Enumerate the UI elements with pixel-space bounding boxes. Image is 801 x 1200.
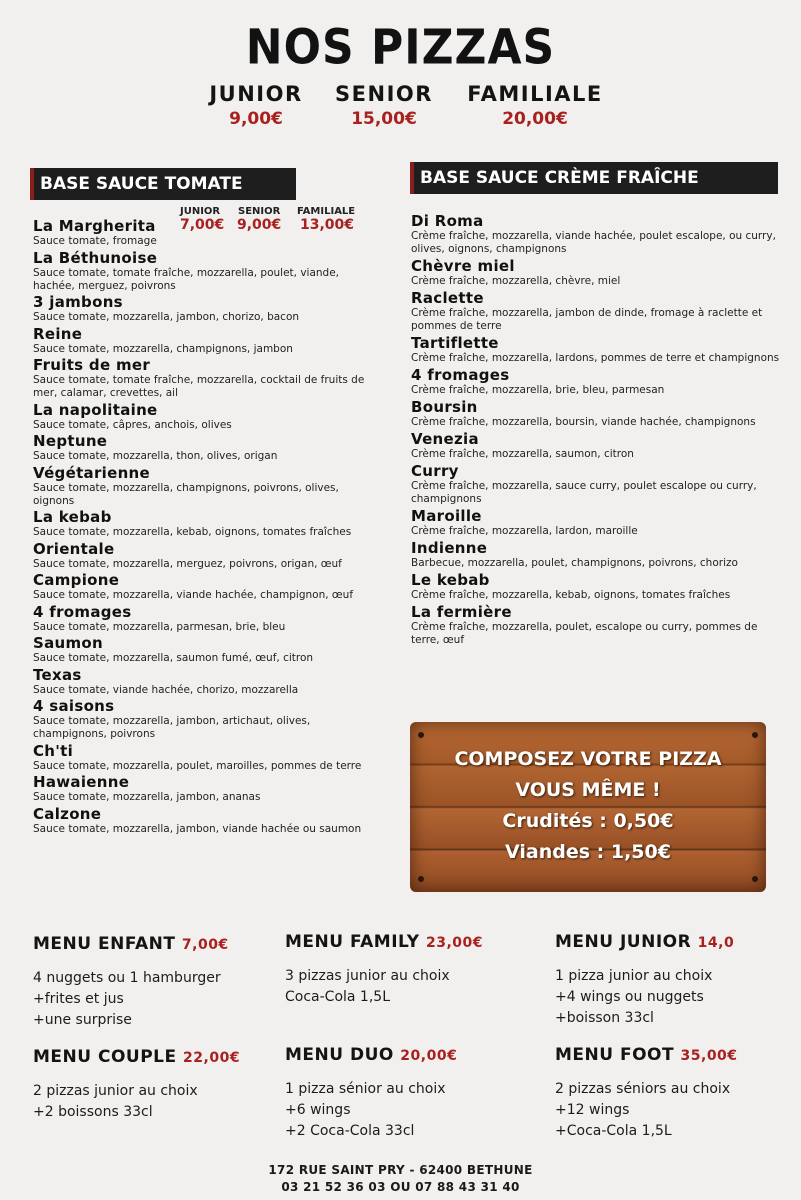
pizza-description: Crème fraîche, mozzarella, lardon, maroille bbox=[411, 525, 638, 537]
menu-item: +2 Coca-Cola 33cl bbox=[285, 1123, 415, 1139]
menu-price: 14,0 bbox=[697, 935, 735, 951]
menu-item: +Coca-Cola 1,5L bbox=[555, 1123, 672, 1139]
pizza-item bbox=[411, 398, 781, 429]
menu-junior bbox=[555, 932, 734, 1029]
menu-item: 2 pizzas séniors au choix bbox=[555, 1081, 731, 1097]
pizza-item bbox=[33, 293, 383, 324]
menu-title-text: MENU DUO bbox=[285, 1045, 394, 1065]
size-price: 20,00€ bbox=[502, 109, 568, 129]
creme-pizza-list bbox=[411, 212, 781, 648]
menu-family bbox=[285, 932, 483, 1008]
pizza-description: Crème fraîche, mozzarella, jambon de dinde, fromage à raclette et pommes de terre bbox=[411, 307, 763, 332]
pizza-description: Sauce tomate, mozzarella, champignons, poivrons, olives, oignons bbox=[33, 481, 339, 507]
pizza-description: Sauce tomate, fromage bbox=[33, 235, 157, 247]
menu-price: 23,00€ bbox=[425, 935, 483, 951]
pizza-name: 4 fromages bbox=[411, 366, 510, 384]
pizza-name: La napolitaine bbox=[33, 400, 158, 419]
nail-icon bbox=[752, 876, 758, 882]
pizza-description: Sauce tomate, mozzarella, jambon, ananas bbox=[33, 791, 261, 803]
tomato-section-banner: BASE SAUCE TOMATE bbox=[30, 168, 296, 200]
pizza-item bbox=[411, 462, 781, 506]
footer-address: 172 RUE SAINT PRY - 62400 BETHUNE bbox=[268, 1163, 533, 1177]
footer-phones: 03 21 52 36 03 OU 07 88 43 31 40 bbox=[281, 1180, 520, 1194]
pizza-item bbox=[411, 289, 781, 333]
pizza-description: Sauce tomate, mozzarella, jambon, chorizo, bacon bbox=[33, 311, 300, 323]
menu-price: 22,00€ bbox=[183, 1050, 241, 1066]
menu-title bbox=[555, 1045, 738, 1065]
menu-couple bbox=[33, 1047, 240, 1123]
size-name: JUNIOR bbox=[209, 82, 303, 106]
menu-item: +12 wings bbox=[555, 1102, 630, 1118]
pizza-item bbox=[411, 539, 781, 570]
menu-title-text: MENU FAMILY bbox=[285, 932, 420, 952]
pizza-item bbox=[33, 217, 383, 248]
pizza-description: Crème fraîche, mozzarella, kebab, oignons, tomates fraîches bbox=[411, 589, 731, 601]
pizza-description: Sauce tomate, mozzarella, jambon, artichaut, olives, champignons, poivrons bbox=[33, 715, 311, 740]
pizza-description: Sauce tomate, mozzarella, poulet, maroilles, pommes de terre bbox=[33, 759, 362, 772]
pizza-description: Barbecue, mozzarella, poulet, champignons, poivrons, chorizo bbox=[411, 557, 738, 569]
menu-items bbox=[33, 968, 229, 1031]
pizza-item bbox=[411, 257, 781, 288]
size-price: 9,00€ bbox=[229, 109, 283, 129]
menu-item: 4 nuggets ou 1 hamburger bbox=[33, 970, 221, 986]
menu-title bbox=[285, 932, 483, 952]
pizza-name: Texas bbox=[33, 665, 82, 684]
size-name: SENIOR bbox=[335, 82, 433, 106]
pizza-description: Sauce tomate, mozzarella, viande hachée, champignon, œuf bbox=[33, 589, 354, 601]
pizza-name: Chèvre miel bbox=[411, 257, 515, 275]
menu-items bbox=[285, 966, 483, 1008]
menu-item: +boisson 33cl bbox=[555, 1010, 654, 1026]
size-junior bbox=[206, 82, 306, 129]
pizza-name: Indienne bbox=[411, 539, 488, 557]
menu-title bbox=[33, 1047, 240, 1067]
pizza-description: Sauce tomate, mozzarella, kebab, oignons, tomates fraîches bbox=[33, 526, 352, 538]
pizza-item bbox=[33, 805, 383, 836]
menu-enfant bbox=[33, 934, 229, 1031]
pizza-description: Crème fraîche, mozzarella, boursin, viande hachée, champignons bbox=[411, 416, 756, 428]
menu-item: 3 pizzas junior au choix bbox=[285, 968, 450, 984]
menu-title-text: MENU COUPLE bbox=[33, 1047, 177, 1067]
menu-title bbox=[555, 932, 734, 952]
pizza-name: Campione bbox=[33, 571, 120, 589]
pizza-name: La Béthunoise bbox=[33, 248, 158, 267]
menu-items bbox=[555, 966, 734, 1029]
page-title: NOS PIZZAS bbox=[245, 19, 556, 76]
pizza-item bbox=[411, 571, 781, 602]
pizza-item bbox=[33, 603, 383, 634]
tomato-pizza-list bbox=[33, 217, 383, 836]
pizza-description: Crème fraîche, mozzarella, lardons, pommes de terre et champignons bbox=[411, 352, 780, 364]
pizza-description: Sauce tomate, mozzarella, parmesan, brie, bleu bbox=[33, 620, 286, 633]
menu-item: +frites et jus bbox=[33, 991, 124, 1007]
pizza-item bbox=[33, 508, 383, 539]
pizza-name: Saumon bbox=[33, 634, 104, 652]
pizza-name: Di Roma bbox=[411, 212, 484, 230]
viandes-price: Viandes : 1,50€ bbox=[505, 841, 671, 863]
footer bbox=[0, 1162, 801, 1196]
pizza-name: 4 saisons bbox=[33, 697, 115, 715]
menu-title bbox=[33, 934, 229, 954]
pizza-item bbox=[33, 773, 383, 804]
pizza-description: Sauce tomate, viande hachée, chorizo, mozzarella bbox=[33, 683, 299, 696]
menu-price: 20,00€ bbox=[400, 1048, 458, 1064]
pizza-description: Sauce tomate, mozzarella, champignons, jambon bbox=[33, 342, 293, 355]
pizza-item bbox=[33, 325, 383, 356]
pizza-description: Sauce tomate, tomate fraîche, mozzarella, cocktail de fruits de mer, calamar, crevettes, ail bbox=[33, 374, 365, 399]
menu-items bbox=[33, 1081, 240, 1123]
pizza-name: Le kebab bbox=[411, 571, 490, 589]
menu-items bbox=[285, 1079, 457, 1142]
pizza-name: La fermière bbox=[411, 603, 512, 621]
pizza-name: Reine bbox=[33, 324, 83, 343]
pizza-item bbox=[33, 249, 383, 293]
pizza-item bbox=[411, 212, 781, 256]
price-junior: 7,00€ bbox=[180, 217, 225, 233]
pizza-item bbox=[33, 540, 383, 571]
pizza-item bbox=[33, 697, 383, 741]
menu-item: +6 wings bbox=[285, 1102, 351, 1118]
pizza-name: Curry bbox=[411, 462, 459, 480]
pizza-description: Sauce tomate, mozzarella, merguez, poivrons, origan, œuf bbox=[33, 557, 342, 570]
pizza-name: 3 jambons bbox=[33, 293, 123, 311]
pizza-item bbox=[33, 356, 383, 400]
pizza-description: Crème fraîche, mozzarella, viande hachée, poulet escalope, ou curry, olives, oignons, champignons bbox=[411, 230, 776, 255]
price-head-junior: JUNIOR bbox=[180, 206, 221, 217]
compose-subtitle: VOUS MÊME ! bbox=[515, 779, 661, 801]
pizza-item bbox=[33, 634, 383, 665]
pizza-name: Neptune bbox=[33, 432, 108, 450]
nail-icon bbox=[418, 876, 424, 882]
pizza-description: Crème fraîche, mozzarella, poulet, escalope ou curry, pommes de terre, œuf bbox=[411, 621, 758, 646]
menu-item: +une surprise bbox=[33, 1012, 132, 1028]
pizza-description: Sauce tomate, mozzarella, jambon, viande hachée ou saumon bbox=[33, 822, 362, 835]
creme-section-banner: BASE SAUCE CRÈME FRAÎCHE bbox=[410, 162, 778, 194]
price-head-familiale: FAMILIALE bbox=[297, 206, 356, 217]
pizza-description: Crème fraîche, mozzarella, brie, bleu, parmesan bbox=[411, 384, 665, 396]
pizza-item bbox=[33, 666, 383, 697]
pizza-description: Sauce tomate, tomate fraîche, mozzarella, poulet, viande, hachée, merguez, poivrons bbox=[33, 266, 340, 292]
pizza-item bbox=[411, 507, 781, 538]
pizza-name: Ch'ti bbox=[33, 741, 74, 760]
pizza-item bbox=[33, 432, 383, 463]
pizza-name: Végétarienne bbox=[33, 463, 151, 482]
crudites-price: Crudités : 0,50€ bbox=[502, 810, 674, 832]
menu-title-text: MENU FOOT bbox=[555, 1045, 675, 1065]
menu-title-text: MENU ENFANT bbox=[33, 934, 176, 954]
menu-items bbox=[555, 1079, 738, 1142]
pizza-name: 4 fromages bbox=[33, 602, 132, 621]
pizza-item bbox=[33, 742, 383, 773]
pizza-item bbox=[411, 366, 781, 397]
pizza-name: La kebab bbox=[33, 508, 112, 526]
pizza-item bbox=[33, 401, 383, 432]
menu-title-text: MENU JUNIOR bbox=[555, 932, 692, 952]
menu-item: 2 pizzas junior au choix bbox=[33, 1083, 198, 1099]
size-familiale bbox=[462, 82, 608, 129]
pizza-name: Calzone bbox=[33, 804, 102, 823]
price-familiale: 13,00€ bbox=[300, 217, 355, 233]
pizza-item bbox=[411, 334, 781, 365]
pizza-item bbox=[33, 464, 383, 508]
size-senior bbox=[334, 82, 434, 129]
menu-item: 1 pizza junior au choix bbox=[555, 968, 713, 984]
menu-duo bbox=[285, 1045, 457, 1142]
nail-icon bbox=[752, 732, 758, 738]
menu-title bbox=[285, 1045, 457, 1065]
pizza-item bbox=[33, 571, 383, 602]
menu-price: 35,00€ bbox=[680, 1048, 738, 1064]
pizza-name: Raclette bbox=[411, 289, 484, 307]
size-price: 15,00€ bbox=[351, 109, 417, 129]
price-senior: 9,00€ bbox=[237, 217, 282, 233]
pizza-description: Sauce tomate, mozzarella, thon, olives, origan bbox=[33, 450, 278, 462]
menu-foot bbox=[555, 1045, 738, 1142]
pizza-name: Orientale bbox=[33, 539, 115, 558]
pizza-name: Fruits de mer bbox=[33, 356, 151, 374]
pizza-name: Boursin bbox=[411, 398, 478, 416]
pizza-description: Crème fraîche, mozzarella, sauce curry, poulet escalope ou curry, champignons bbox=[411, 480, 757, 505]
pizza-item bbox=[411, 430, 781, 461]
pizza-description: Crème fraîche, mozzarella, saumon, citron bbox=[411, 448, 634, 460]
menu-item: 1 pizza sénior au choix bbox=[285, 1081, 446, 1097]
pizza-name: Tartiflette bbox=[411, 334, 499, 352]
compose-pizza-board bbox=[410, 722, 766, 892]
pizza-name: Maroille bbox=[411, 507, 482, 525]
pizza-description: Sauce tomate, câpres, anchois, olives bbox=[33, 418, 232, 431]
pizza-description: Crème fraîche, mozzarella, chèvre, miel bbox=[411, 275, 621, 287]
pizza-description: Sauce tomate, mozzarella, saumon fumé, œuf, citron bbox=[33, 652, 314, 664]
pizza-name: La Margherita bbox=[33, 217, 156, 235]
pizza-name: Hawaienne bbox=[33, 773, 130, 791]
size-name: FAMILIALE bbox=[467, 82, 603, 106]
pizza-item bbox=[411, 603, 781, 647]
nail-icon bbox=[418, 732, 424, 738]
menu-item: +4 wings ou nuggets bbox=[555, 989, 704, 1005]
menu-item: Coca-Cola 1,5L bbox=[285, 989, 390, 1005]
menu-item: +2 boissons 33cl bbox=[33, 1104, 153, 1120]
pizza-name: Venezia bbox=[411, 430, 479, 448]
menu-price: 7,00€ bbox=[181, 937, 229, 953]
price-head-senior: SENIOR bbox=[238, 206, 281, 217]
compose-title: COMPOSEZ VOTRE PIZZA bbox=[454, 748, 722, 770]
